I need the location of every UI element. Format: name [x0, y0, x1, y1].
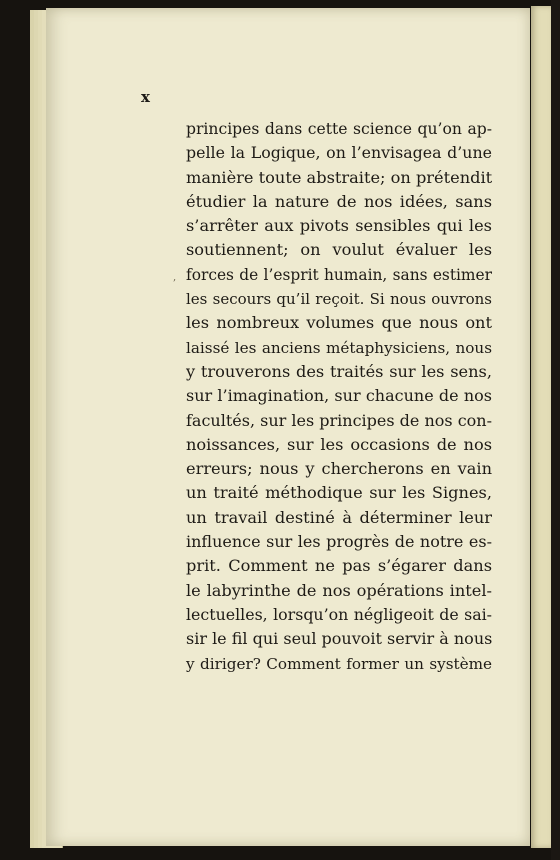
- margin-mark: ,: [173, 272, 177, 283]
- text-line: le labyrinthe de nos opérations intel-: [186, 580, 492, 600]
- text-line: les nombreux volumes que nous ont: [186, 313, 492, 333]
- text-line: erreurs; nous y chercherons en vain: [186, 459, 492, 479]
- text-line: soutiennent; on voulut évaluer les: [186, 240, 492, 260]
- text-line: lectuelles, lorsqu’on négligeoit de sai-: [186, 604, 492, 624]
- text-line: étudier la nature de nos idées, sans: [186, 191, 492, 211]
- text-line: laissé les anciens métaphysiciens, nous: [186, 338, 492, 357]
- text-line: les secours qu’il reçoit. Si nous ouvrons: [186, 290, 492, 309]
- scan-border: [551, 0, 560, 860]
- text-line: forces de l’esprit humain, sans estimer: [186, 265, 492, 284]
- text-line: influence sur les progrès de notre es-: [186, 532, 492, 552]
- body-text: [186, 117, 492, 676]
- text-line: principes dans cette science qu’on ap-: [186, 120, 492, 138]
- text-line: s’arrêter aux pivots sensibles qui les: [186, 216, 492, 236]
- page-number: x: [141, 88, 150, 106]
- text-line: prit. Comment ne pas s’égarer dans: [186, 556, 492, 576]
- text-line: pelle la Logique, on l’envisagea d’une: [186, 143, 492, 163]
- text-line: un traité méthodique sur les Signes,: [186, 483, 492, 503]
- text-line: manière toute abstraite; on prétendit: [186, 167, 493, 187]
- text-line: un travail destiné à déterminer leur: [186, 507, 492, 527]
- text-line: noissances, sur les occasions de nos: [186, 434, 492, 454]
- text-line: sur l’imagination, sur chacune de nos: [186, 386, 492, 406]
- text-line: sir le fil qui seul pouvoit servir à nous: [186, 629, 493, 649]
- text-line: y trouverons des traités sur les sens,: [186, 361, 492, 381]
- adjacent-page-edge: [531, 6, 551, 848]
- text-line: y diriger? Comment former un système: [186, 654, 492, 673]
- text-line: facultés, sur les principes de nos con-: [186, 410, 492, 430]
